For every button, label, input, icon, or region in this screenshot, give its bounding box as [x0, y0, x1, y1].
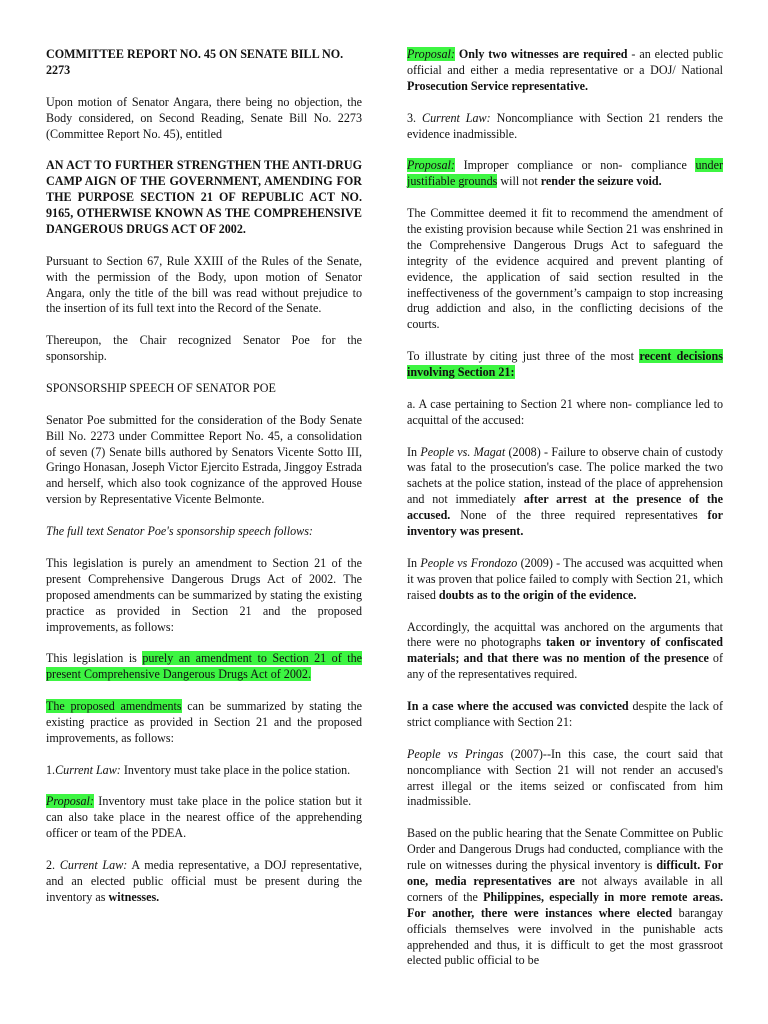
proposal2-bold2: Prosecution Service representative.	[407, 78, 589, 93]
magat-case: People vs. Magat	[420, 444, 506, 459]
submitted-paragraph: Senator Poe submitted for the consideration of the Body Senate Bill No. 2273 under Committee Report No. 45, a consolidation of seven (7) Senate bills authored by Senators Vicente Sotto III, Gringo Honasan, Joseph Victor Ejercito Estrada, Jinggoy Estrada and herself, which also took cognizance of the approved House version by Representative Vicente Belmonte.	[46, 412, 362, 507]
legislation-prefix: This legislation is	[46, 651, 143, 666]
frondozo-case: People vs Frondozo	[420, 555, 518, 570]
item3-text: Noncompliance with Section 21 renders the evidence inadmissible.	[407, 110, 724, 141]
hearing-paragraph	[407, 826, 723, 969]
illustrate-highlight: recent decisions involving Section 21:	[407, 349, 723, 380]
hearing-bold: difficult. For one, media representatives are	[407, 858, 723, 888]
left-column	[46, 47, 362, 922]
acquittal-bold: taken or inventory of confiscated materials; and that there was no mention of the presence	[407, 635, 723, 666]
pringas-paragraph	[407, 747, 723, 811]
proposal1-label: Proposal:	[46, 794, 94, 809]
pursuant-paragraph: Pursuant to Section 67, Rule XXIII of the Rules of the Senate, with the permission of the Body, upon motion of Senator Angara, only the title of the bill was read without prejudice to the insertion of its full text into the Record of the Senate.	[46, 253, 362, 316]
thereupon-paragraph: Thereupon, the Chair recognized Senator Poe for the sponsorship.	[46, 333, 362, 364]
item3-number: 3.	[407, 110, 422, 125]
magat-prefix: In	[407, 444, 421, 459]
hearing-text3: barangay officials themselves were involved in the punishable acts apprehended and thus, it is difficult to get the most grassroot elected public official to be	[407, 905, 723, 968]
item2-paragraph	[46, 858, 362, 906]
acquittal-paragraph	[407, 620, 723, 684]
proposal2-paragraph	[407, 47, 723, 95]
frondozo-paragraph	[407, 556, 723, 604]
pringas-case: People vs Pringas	[407, 746, 504, 761]
hearing-bold2: Philippines, especially in more remote areas. For another, there were instances where elected	[407, 889, 723, 920]
proposal2-label: Proposal:	[407, 47, 455, 61]
illustrate-text: To illustrate by citing just three of the most	[407, 349, 640, 364]
proposal3-text: Improper compliance or non- compliance	[454, 158, 696, 173]
magat-text: (2008) - Failure to observe chain of custody was fatal to the prosecution's case. The police marked the two sachets at the police station, instead of the place of apprehension and not immediately	[407, 444, 723, 507]
amendments-rest: can be summarized by stating the existing practice as provided in Section 21 and the proposed improvements, as follows:	[46, 699, 362, 745]
amendments-paragraph	[46, 699, 362, 747]
frondozo-bold: doubts as to the origin of the evidence.	[438, 587, 637, 602]
speech-heading: SPONSORSHIP SPEECH OF SENATOR POE	[46, 380, 276, 395]
proposal3-label: Proposal:	[407, 158, 455, 173]
item2-number: 2.	[46, 858, 60, 873]
item3-paragraph	[407, 111, 723, 143]
illustrate-paragraph	[407, 349, 723, 381]
report-title: COMMITTEE REPORT NO. 45 ON SENATE BILL NO. 2273	[46, 47, 344, 77]
magat-text2: None of the three required representatives	[450, 508, 708, 523]
item2-text: A media representative, a DOJ representative, and an elected public official must be present during the inventory as	[46, 858, 363, 904]
proposal3-text2: will not	[497, 174, 541, 189]
item3-label: Current Law:	[422, 110, 491, 125]
magat-bold2: for inventory was present.	[407, 508, 723, 539]
proposal3-paragraph	[407, 158, 723, 190]
item1-number: 1.	[46, 762, 56, 777]
magat-bold: after arrest at the presence of the accused.	[407, 492, 724, 523]
full-text-note: The full text Senator Poe's sponsorship speech follows:	[46, 524, 313, 539]
proposal3-bold: render the seizure void.	[540, 174, 662, 189]
committee-paragraph: The Committee deemed it fit to recommend the amendment of the existing provision because while Section 21 was enshrined in the Comprehensive Dangerous Drugs Act to safeguard the integrity of the evidence acquired and prevent planting of evidence, the application of said section resulted in the ineffectiveness of the government’s campaign to stop increasing drug addiction and also, in the conflicting decisions of the courts.	[407, 206, 723, 332]
convicted-paragraph	[407, 699, 723, 731]
act-title: AN ACT TO FURTHER STRENGTHEN THE ANTI-DRUG CAMP AIGN OF THE GOVERNMENT, AMENDING FOR THE PURPOSE SECTION 21 OF REPUBLIC ACT NO. 9165, OTHERWISE KNOWN AS THE COMPREHENSIVE DANGEROUS DRUGS ACT OF 2002.	[46, 158, 362, 236]
frondozo-text: (2009) - The accused was acquitted when it was proven that police failed to comply with Section 21, which raised	[407, 555, 723, 602]
legislation-highlight-paragraph	[46, 651, 362, 683]
proposal3-highlight: under justifiable grounds	[407, 158, 723, 189]
magat-paragraph	[407, 445, 723, 540]
case-a-paragraph: a. A case pertaining to Section 21 where non- compliance led to acquittal of the accused:	[407, 396, 723, 427]
right-column	[407, 47, 723, 985]
frondozo-prefix: In	[407, 555, 421, 570]
item2-bold: witnesses.	[108, 889, 160, 904]
intro-paragraph: Upon motion of Senator Angara, there being no objection, the Body considered, on Second Reading, Senate Bill No. 2273 (Committee Report No. 45), entitled	[46, 94, 362, 141]
proposal1-paragraph	[46, 794, 362, 842]
proposal2-text: - an elected public official and either a media representative or a DOJ/ National	[407, 47, 723, 77]
legislation-paragraph: This legislation is purely an amendment to Section 21 of the present Comprehensive Dangerous Drugs Act of 2002. The proposed amendments can be summarized by stating the existing practice as provided in Section 21 and the proposed improvements, as follows:	[46, 555, 362, 634]
hearing-text2: not always available in all corners of the	[407, 873, 723, 904]
acquittal-text2: of any of the representatives required.	[407, 651, 723, 682]
acquittal-text: Accordingly, the acquittal was anchored on the arguments that there were no photographs	[407, 619, 723, 650]
item1-paragraph	[46, 763, 362, 779]
item1-label: Current Law:	[55, 762, 121, 777]
item2-label: Current Law:	[59, 858, 128, 873]
pringas-text: (2007)--In this case, the court said that noncompliance with Section 21 will not render an accused's arrest illegal or the items seized or confiscated from him inadmissible.	[407, 746, 724, 809]
proposal1-text: Inventory must take place in the police station but it can also take place in the nearest office of the apprehending officer or team of the PDEA.	[46, 794, 362, 841]
amendments-highlight: The proposed amendments	[46, 699, 182, 713]
convicted-bold: In a case where the accused was convicted	[407, 699, 629, 714]
convicted-text: despite the lack of strict compliance with Section 21:	[407, 699, 724, 729]
hearing-text: Based on the public hearing that the Senate Committee on Public Order and Dangerous Drugs had conducted, compliance with the rule on witnesses during the physical inventory is	[407, 826, 723, 873]
proposal2-bold: Only two witnesses are required	[454, 47, 628, 61]
legislation-highlight: purely an amendment to Section 21 of the present Comprehensive Dangerous Drugs Act of 2002.	[46, 651, 362, 682]
item1-text: Inventory must take place in the police station.	[120, 762, 351, 777]
